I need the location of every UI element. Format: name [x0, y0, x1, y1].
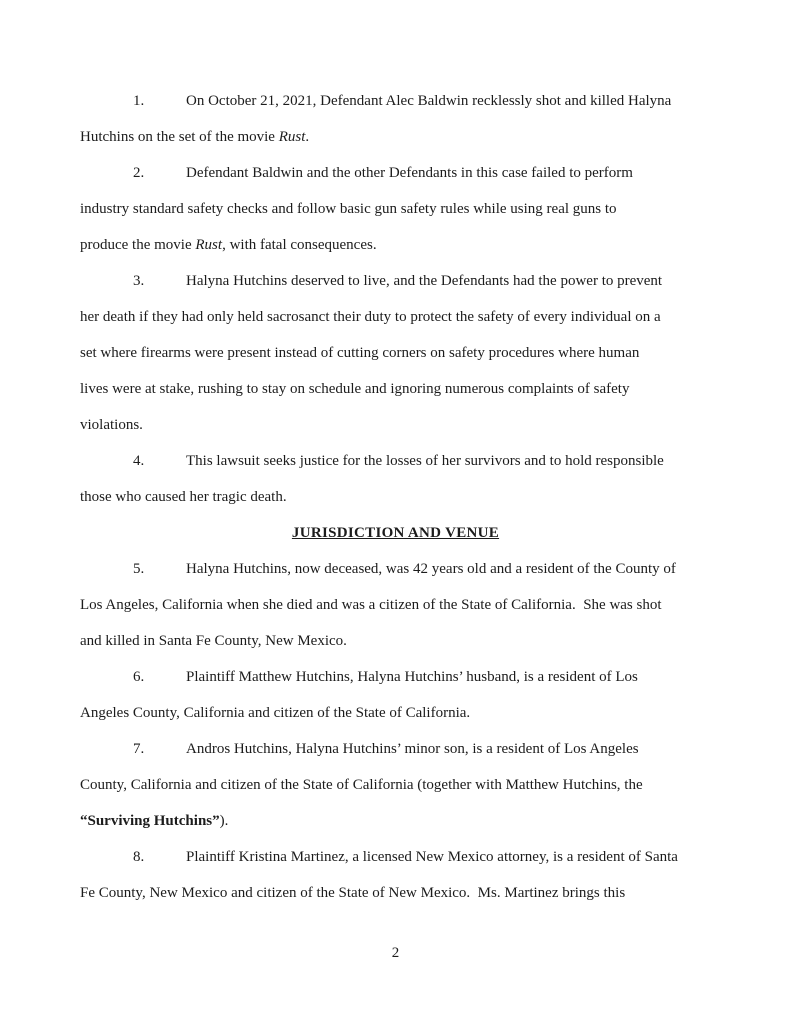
section-heading	[80, 515, 711, 551]
text-segment: set where firearms were present instead of cutting corners on safety procedures where human	[80, 345, 640, 361]
text-line	[80, 479, 711, 515]
paragraph-number: 5.	[133, 561, 145, 577]
text-segment: industry standard safety checks and follow basic gun safety rules while using real guns to	[80, 201, 617, 217]
text-segment: Fe County, New Mexico and citizen of the State of New Mexico. Ms. Martinez brings this	[80, 885, 626, 901]
text-line	[80, 803, 711, 839]
text-segment: ).	[219, 813, 229, 829]
text-line	[80, 443, 711, 479]
text-segment: , with fatal consequences.	[222, 237, 377, 253]
text-segment: .	[305, 129, 310, 145]
text-line	[80, 191, 711, 227]
text-segment: Los Angeles, California when she died and was a citizen of the State of California. She was shot	[80, 597, 662, 613]
page-footer	[0, 935, 791, 971]
text-segment: Halyna Hutchins deserved to live, and the Defendants had the power to prevent	[186, 273, 663, 289]
paragraph-number: 4.	[133, 453, 145, 469]
text-segment: Angeles County, California and citizen of the State of California.	[80, 705, 471, 721]
text-line	[80, 227, 711, 263]
text-segment: those who caused her tragic death.	[80, 489, 287, 505]
text-segment: Defendant Baldwin and the other Defendants in this case failed to perform	[186, 165, 633, 181]
text-segment: Plaintiff Matthew Hutchins, Halyna Hutchins’ husband, is a resident of Los	[186, 669, 638, 685]
text-segment: This lawsuit seeks justice for the losses of her survivors and to hold responsible	[186, 453, 664, 469]
section-heading-text: JURISDICTION AND VENUE	[291, 525, 500, 541]
text-line	[80, 155, 711, 191]
text-line	[80, 767, 711, 803]
text-line	[80, 119, 711, 155]
text-line	[80, 551, 711, 587]
text-line	[80, 299, 711, 335]
text-segment: violations.	[80, 417, 143, 433]
text-segment: Halyna Hutchins, now deceased, was 42 years old and a resident of the County of	[186, 561, 676, 577]
text-line	[80, 587, 711, 623]
text-line	[80, 731, 711, 767]
text-line	[80, 695, 711, 731]
text-segment: lives were at stake, rushing to stay on schedule and ignoring numerous complaints of safety	[80, 381, 630, 397]
text-segment: produce the movie	[80, 237, 196, 253]
text-segment: Rust	[195, 237, 223, 253]
page-number: 2	[391, 945, 400, 961]
paragraph-number: 1.	[133, 93, 145, 109]
text-line	[80, 371, 711, 407]
text-segment: Plaintiff Kristina Martinez, a licensed New Mexico attorney, is a resident of Santa	[186, 849, 678, 865]
text-line	[80, 839, 711, 875]
text-line	[80, 875, 711, 911]
text-segment: and killed in Santa Fe County, New Mexico.	[80, 633, 347, 649]
text-line	[80, 623, 711, 659]
text-segment: Rust	[278, 129, 306, 145]
text-segment: County, California and citizen of the State of California (together with Matthew Hutchins, the	[80, 777, 643, 793]
text-segment: Hutchins on the set of the movie	[80, 129, 279, 145]
text-segment: “Surviving Hutchins”	[80, 813, 220, 829]
text-line	[80, 659, 711, 695]
text-segment: On October 21, 2021, Defendant Alec Baldwin recklessly shot and killed Halyna	[186, 93, 672, 109]
paragraph-number: 7.	[133, 741, 145, 757]
text-line	[80, 263, 711, 299]
text-segment: Andros Hutchins, Halyna Hutchins’ minor son, is a resident of Los Angeles	[186, 741, 639, 757]
paragraph-number: 8.	[133, 849, 145, 865]
text-segment: her death if they had only held sacrosanct their duty to protect the safety of every individual on a	[80, 309, 661, 325]
paragraph-number: 3.	[133, 273, 145, 289]
text-line	[80, 335, 711, 371]
paragraph-number: 2.	[133, 165, 145, 181]
text-line	[80, 83, 711, 119]
paragraph-number: 6.	[133, 669, 145, 685]
document-body	[80, 83, 711, 911]
text-line	[80, 407, 711, 443]
